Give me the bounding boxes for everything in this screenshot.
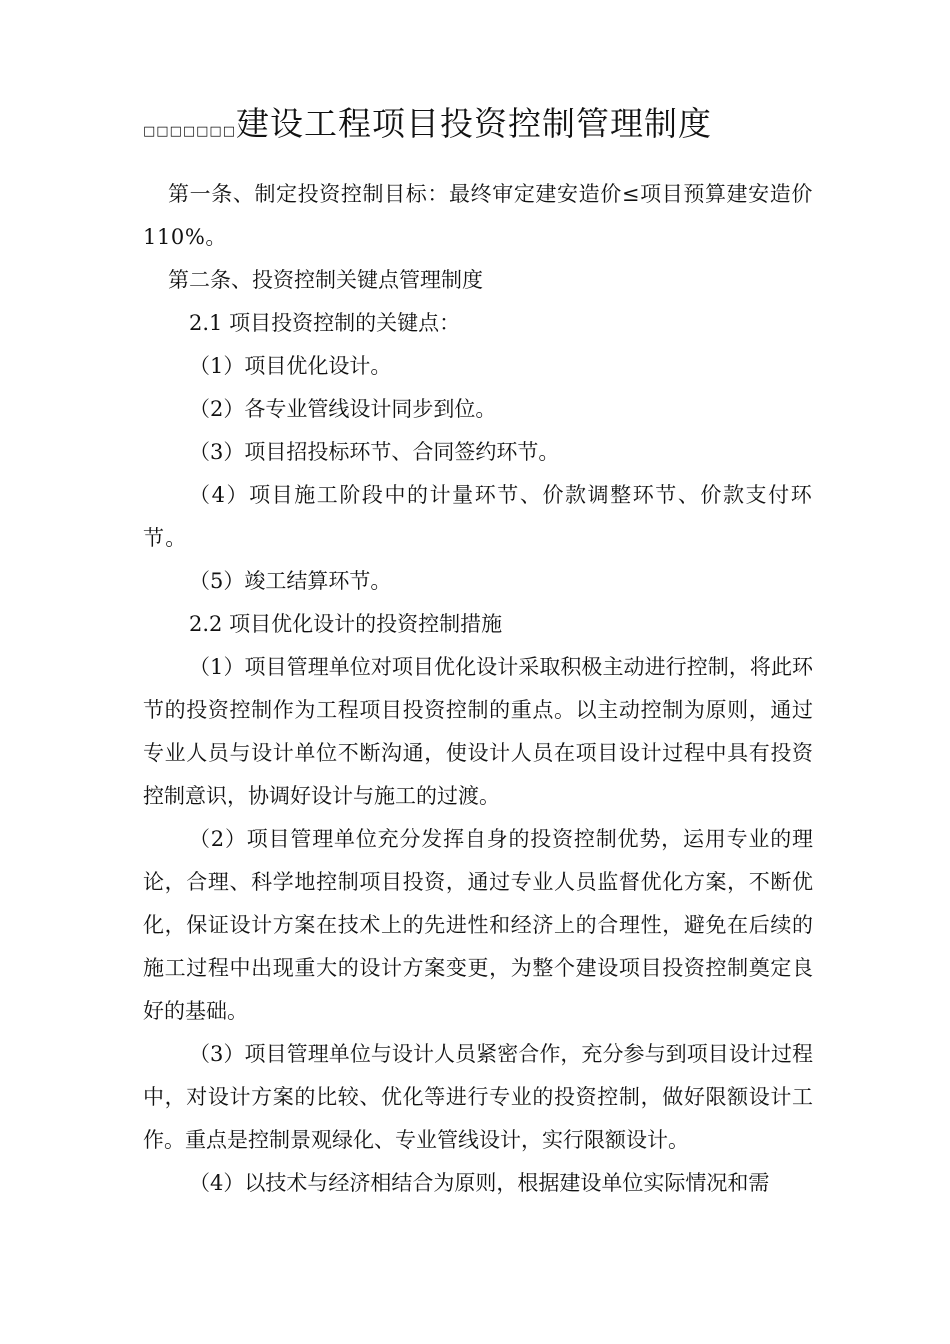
paragraph-measure-2: （2）项目管理单位充分发挥自身的投资控制优势，运用专业的理论，合理、科学地控制项目投资，通过专业人员监督优化方案，不断优化，保证设计方案在技术上的先进性和经济上的合理性，避免在后续的施工过程中出现重大的设计方案变更，为整个建设项目投资控制奠定良好的基础。 (143, 827, 813, 1023)
document-body (143, 173, 813, 1205)
paragraph-item-4: （4）项目施工阶段中的计量环节、价款调整环节、价款支付环节。 (143, 483, 813, 550)
paragraph-measure-1: （1）项目管理单位对项目优化设计采取积极主动进行控制，将此环节的投资控制作为工程项目投资控制的重点。以主动控制为原则，通过专业人员与设计单位不断沟通，使设计人员在项目设计过程中具有投资控制意识，协调好设计与施工的过渡。 (143, 655, 813, 808)
paragraph-item-3: （3）项目招投标环节、合同签约环节。 (189, 440, 560, 464)
paragraph-section-2-1: 2.1 项目投资控制的关键点： (189, 311, 461, 335)
title-row (143, 98, 843, 148)
paragraph-item-2: （2）各专业管线设计同步到位。 (189, 397, 497, 421)
paragraph-section-2-2: 2.2 项目优化设计的投资控制措施 (189, 612, 503, 636)
paragraph-measure-3: （3）项目管理单位与设计人员紧密合作，充分参与到项目设计过程中，对设计方案的比较、优化等进行专业的投资控制，做好限额设计工作。重点是控制景观绿化、专业管线设计，实行限额设计。 (143, 1042, 813, 1152)
paragraph-article-1: 第一条、制定投资控制目标：最终审定建安造价≤项目预算建安造价 110%。 (143, 182, 813, 249)
paragraph-item-1: （1）项目优化设计。 (189, 354, 392, 378)
paragraph-item-5: （5）竣工结算环节。 (189, 569, 392, 593)
document-title: 建设工程项目投资控制管理制度 (235, 104, 712, 143)
garbled-prefix-text: □□□□□□□ (143, 124, 236, 139)
paragraph-measure-4: （4）以技术与经济相结合为原则，根据建设单位实际情况和需 (189, 1171, 770, 1195)
paragraph-article-2: 第二条、投资控制关键点管理制度 (168, 268, 483, 292)
